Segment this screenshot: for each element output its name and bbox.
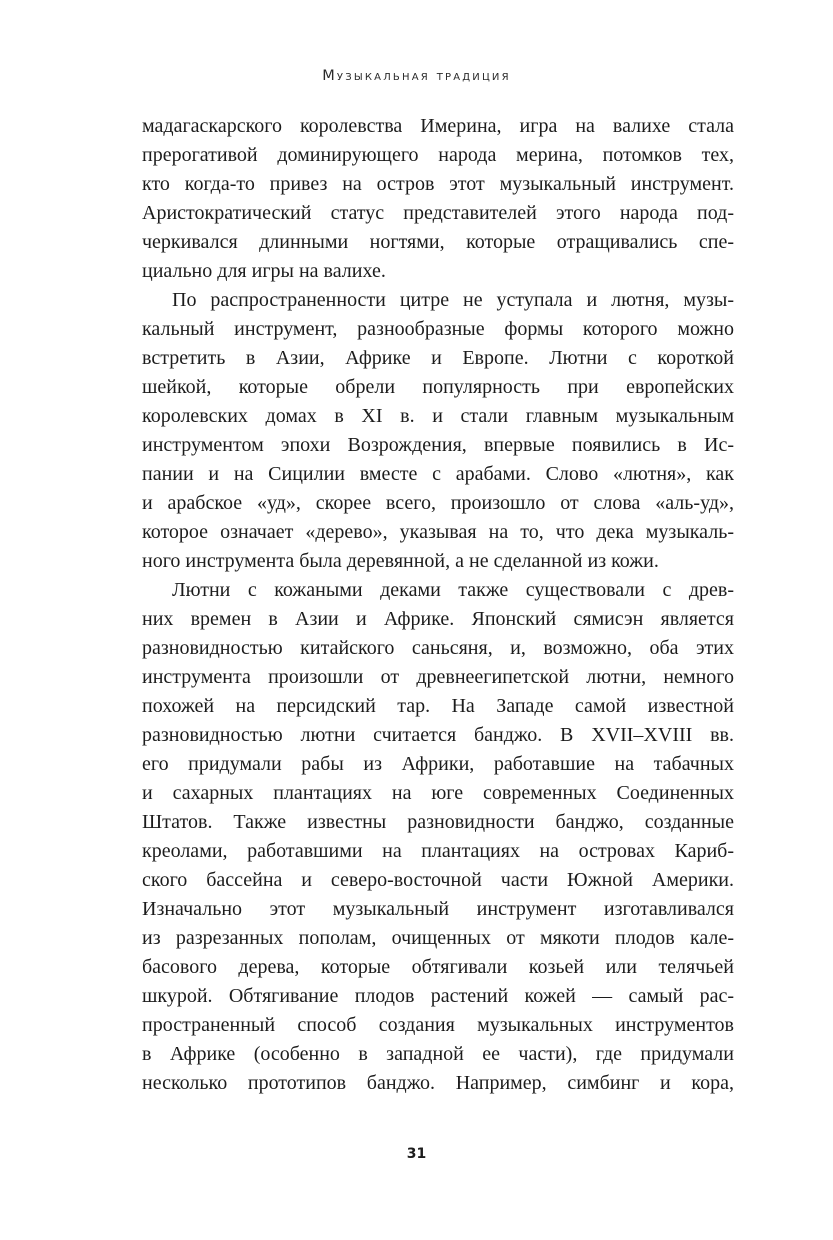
text-line: пании и на Сицилии вместе с арабами. Слово «лютня», как — [142, 463, 734, 485]
text-line: инструмента произошли от древнеегипетской лютни, немного — [142, 666, 734, 688]
page-number: 31 — [406, 1146, 427, 1162]
body-text — [142, 112, 734, 1098]
text-line: кальный инструмент, разнообразные формы которого можно — [142, 318, 734, 340]
paragraph-first-line: По распространенности цитре не уступала и лютня, музы- — [172, 289, 734, 311]
text-line: Штатов. Также известны разновидности банджо, созданные — [142, 811, 734, 833]
text-line: ного инструмента была деревянной, а не сделанной из кожи. — [142, 550, 659, 572]
text-line: прерогативой доминирующего народа мерина, потомков тех, — [142, 144, 734, 166]
text-line: шейкой, которые обрели популярность при европейских — [142, 376, 734, 398]
text-line: Аристократический статус представителей этого народа под- — [142, 202, 734, 224]
text-line: похожей на персидский тар. На Западе самой известной — [142, 695, 734, 717]
text-line: которое означает «дерево», указывая на то, что дека музыкаль- — [142, 521, 734, 543]
text-line: и арабское «уд», скорее всего, произошло от слова «аль-уд», — [142, 492, 734, 514]
text-line: Изначально этот музыкальный инструмент изготавливался — [142, 898, 734, 920]
text-line: циально для игры на валихе. — [142, 260, 386, 282]
paragraph-first-line: Лютни с кожаными деками также существовали с древ- — [172, 579, 734, 601]
text-line: и сахарных плантациях на юге современных Соединенных — [142, 782, 734, 804]
text-line: мадагаскарского королевства Имерина, игра на валихе стала — [142, 115, 734, 137]
text-line: инструментом эпохи Возрождения, впервые появились в Ис- — [142, 434, 734, 456]
text-line: из разрезанных пополам, очищенных от мякоти плодов кале- — [142, 927, 734, 949]
text-line: королевских домах в XI в. и стали главным музыкальным — [142, 405, 734, 427]
text-line: них времен в Азии и Африке. Японский сямисэн является — [142, 608, 734, 630]
text-line: кто когда-то привез на остров этот музыкальный инструмент. — [142, 173, 734, 195]
text-line: несколько прототипов банджо. Например, симбинг и кора, — [142, 1072, 734, 1094]
text-line: в Африке (особенно в западной ее части), где придумали — [142, 1043, 734, 1065]
text-line: его придумали рабы из Африки, работавшие на табачных — [142, 753, 734, 775]
text-line: басового дерева, которые обтягивали козьей или телячьей — [142, 956, 734, 978]
text-line: креолами, работавшими на плантациях на островах Кариб- — [142, 840, 734, 862]
text-line: ского бассейна и северо-восточной части Южной Америки. — [142, 869, 734, 891]
text-line: разновидностью китайского саньсяня, и, возможно, оба этих — [142, 637, 734, 659]
text-line: черкивался длинными ногтями, которые отращивались спе- — [142, 231, 734, 253]
text-line: разновидностью лютни считается банджо. В XVII–XVIII вв. — [142, 724, 734, 746]
text-line: встретить в Азии, Африке и Европе. Лютни с короткой — [142, 347, 734, 369]
text-line: шкурой. Обтягивание плодов растений кожей — самый рас- — [142, 985, 734, 1007]
running-header: Музыкальная традиция — [322, 68, 511, 84]
text-line: пространенный способ создания музыкальных инструментов — [142, 1014, 734, 1036]
